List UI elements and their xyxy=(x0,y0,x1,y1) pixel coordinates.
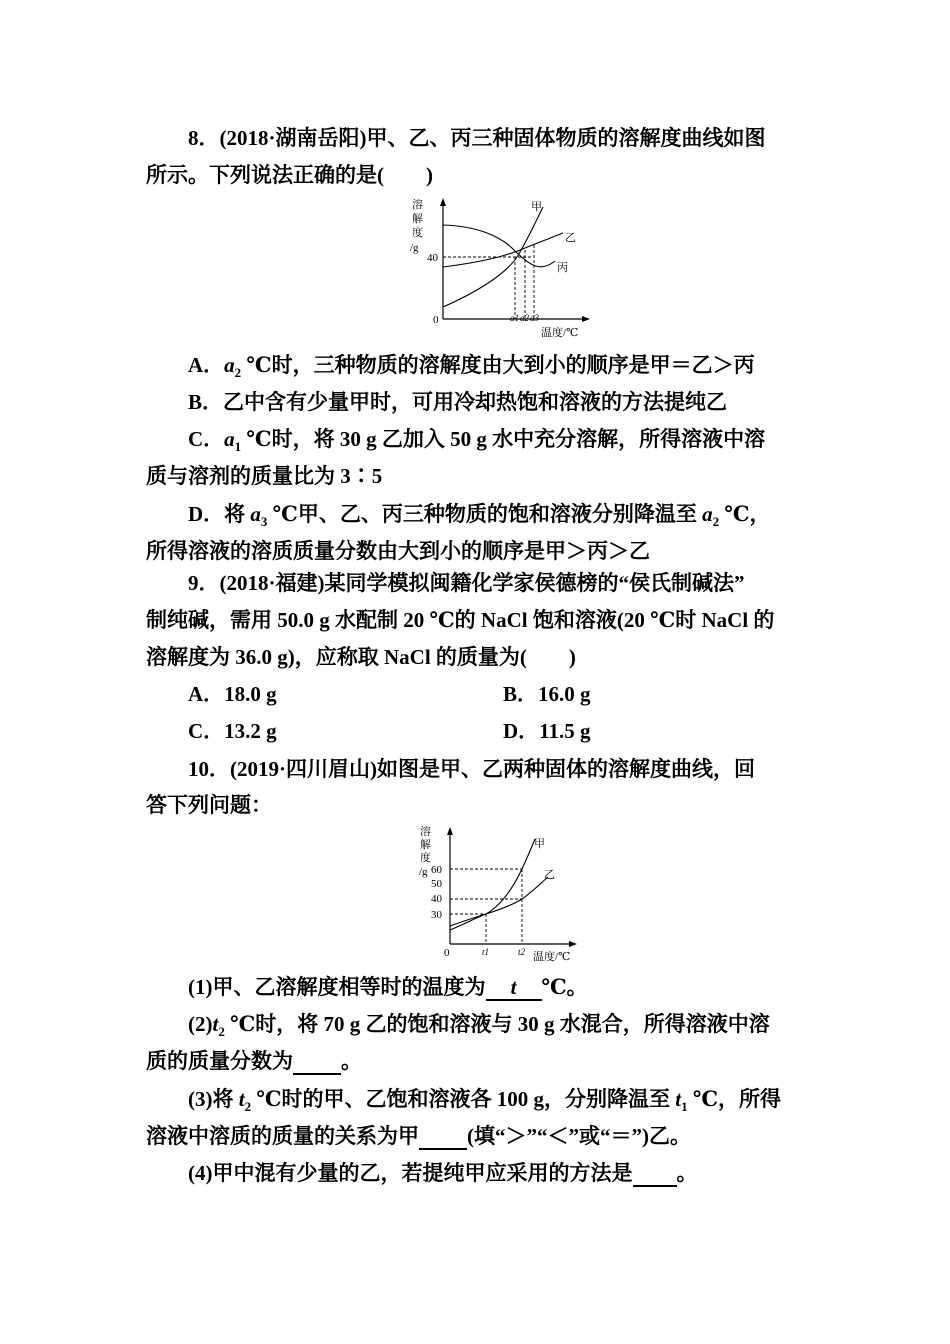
q10-origin: 0 xyxy=(444,947,450,959)
q8-solubility-chart xyxy=(405,195,595,340)
q8-xtick-a2: a2 xyxy=(520,313,529,323)
q9-option-a: A．18.0 g xyxy=(188,682,277,706)
q8-ylabel-3: 度 xyxy=(412,227,423,239)
q10-solubility-chart xyxy=(414,822,584,967)
q10-answer-3-blank[interactable] xyxy=(419,1124,467,1150)
q10-ytick-50: 50 xyxy=(431,878,442,890)
q10-part-3: (3)将 $t_2$ ℃时的甲、乙饱和溶液各 100 g，分别降温至 $t_1$ ℃，所得 xyxy=(188,1087,782,1115)
q8-label-bing: 丙 xyxy=(557,262,568,274)
q10-curve-yi xyxy=(450,877,548,926)
q8-xtick-a3: a3 xyxy=(530,313,539,323)
q8-label-yi: 乙 xyxy=(565,232,576,244)
q10-answer-4-blank[interactable] xyxy=(633,1161,677,1187)
q10-answer-1-blank[interactable]: t xyxy=(486,975,542,1001)
q8-option-c-cont: 质与溶剂的质量比为 3∶5 xyxy=(146,464,383,488)
q10-ylabel-3: 度 xyxy=(420,852,431,864)
q9-option-b: B．16.0 g xyxy=(503,682,591,706)
q8-stem-line1: 8．(2018·湖南岳阳)甲、乙、丙三种固体物质的溶解度曲线如图 xyxy=(188,126,766,150)
q8-xlabel: 温度/℃ xyxy=(541,327,579,339)
q10-ylabel-1: 溶 xyxy=(420,826,431,838)
q8-ylabel-2: 解 xyxy=(412,213,423,225)
q8-ylabel-1: 溶 xyxy=(412,199,423,211)
q10-stem-line2: 答下列问题： xyxy=(146,793,272,817)
q10-label-yi: 乙 xyxy=(544,869,555,881)
q10-xtick-t1: t1 xyxy=(482,947,490,957)
q8-ylabel-4: /g xyxy=(410,242,419,254)
q9-option-c: C．13.2 g xyxy=(188,719,277,743)
q8-option-d: D．将 $a_3$ ℃甲、乙、丙三种物质的饱和溶液分别降温至 $a_2$ ℃， xyxy=(188,502,771,530)
q8-curve-yi xyxy=(443,233,563,267)
q8-option-b: B．乙中含有少量甲时，可用冷却热饱和溶液的方法提纯乙 xyxy=(188,390,728,414)
q8-option-c: C．$a_1$ ℃时，将 30 g 乙加入 50 g 水中充分溶解，所得溶液中溶 xyxy=(188,427,766,455)
q8-origin: 0 xyxy=(433,314,439,326)
q9-stem-line2: 制纯碱，需用 50.0 g 水配制 20 ℃的 NaCl 饱和溶液(20 ℃时 NaCl 的 xyxy=(146,608,775,632)
q9-option-d: D．11.5 g xyxy=(503,719,591,743)
q10-xtick-t2: t2 xyxy=(518,947,526,957)
q10-xlabel: 温度/℃ xyxy=(533,951,571,963)
q9-stem-line3: 溶解度为 36.0 g)，应称取 NaCl 的质量为( ) xyxy=(146,645,576,669)
q8-option-d-cont: 所得溶液的溶质质量分数由大到小的顺序是甲＞丙＞乙 xyxy=(146,539,650,563)
q10-part-2: $(2)t_2$ ℃时，将 70 g 乙的饱和溶液与 30 g 水混合，所得溶液中溶 xyxy=(188,1012,770,1040)
q8-curve-bing xyxy=(443,225,555,267)
q10-part-3-cont: 溶液中溶质的质量的关系为甲 (填“＞”“＜”或“＝”)乙。 xyxy=(146,1124,691,1148)
q8-option-a: A．$a_2$ ℃时，三种物质的溶解度由大到小的顺序是甲＝乙＞丙 xyxy=(188,353,755,381)
q10-part-4: (4)甲中混有少量的乙，若提纯甲应采用的方法是 。 xyxy=(188,1161,698,1185)
q10-ylabel-2: 解 xyxy=(420,839,431,851)
q8-stem-line2: 所示。下列说法正确的是( ) xyxy=(146,163,433,187)
q10-ytick-60: 60 xyxy=(431,864,442,876)
q10-ytick-40: 40 xyxy=(431,893,442,905)
q9-stem-line1: 9．(2018·福建)某同学模拟闽籍化学家侯德榜的“侯氏制碱法” xyxy=(188,571,745,595)
q8-ytick-40: 40 xyxy=(427,252,438,264)
q8-label-jia: 甲 xyxy=(531,201,542,213)
q10-part-2-cont: 质的质量分数为 。 xyxy=(146,1049,362,1073)
q10-answer-2-blank[interactable] xyxy=(293,1049,341,1075)
q10-stem-line1: 10．(2019·四川眉山)如图是甲、乙两种固体的溶解度曲线，回 xyxy=(188,757,755,781)
q10-label-jia: 甲 xyxy=(534,838,545,850)
q10-part-1: (1)甲、乙溶解度相等时的温度为 t ℃。 xyxy=(188,975,588,999)
q8-xtick-a1: a1 xyxy=(510,313,519,323)
q10-ytick-30: 30 xyxy=(431,909,442,921)
q10-ylabel-4: /g xyxy=(419,866,428,878)
